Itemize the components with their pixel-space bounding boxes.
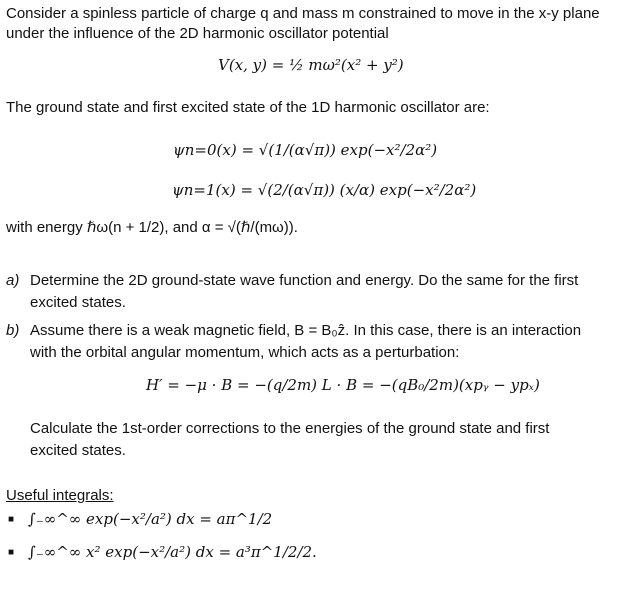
part-b-line-2: with the orbital angular momentum, which acts as a perturbation: [30, 344, 460, 361]
bullet-icon: ■ [8, 547, 15, 558]
calc-line-1: Calculate the 1st-order corrections to the energies of the ground state and first [30, 420, 550, 437]
energy-line: with energy ℏω(n + 1/2), and α = √(ℏ/(mω)). [6, 219, 298, 236]
intro-line-1: Consider a spinless particle of charge q and mass m constrained to move in the x-y plane [6, 5, 600, 22]
psi-1-equation: ψn=1(x) = √(2/(α√π)) (x/α) exp(−x²/2α²) [172, 181, 477, 199]
potential-equation: V(x, y) = ½ mω²(x² + y²) [218, 56, 404, 74]
part-a-line-2: excited states. [30, 294, 126, 311]
hamiltonian-equation: H′ = −μ · B = −(q/2m) L · B = −(qB₀/2m)(xpᵧ − ypₓ) [146, 376, 540, 394]
psi-0-equation: ψn=0(x) = √(1/(α√π)) exp(−x²/2α²) [173, 141, 438, 159]
part-a-line-1: Determine the 2D ground-state wave function and energy. Do the same for the first [30, 272, 579, 289]
bullet-icon: ■ [8, 514, 15, 525]
part-a-label: a) [6, 272, 20, 289]
integral-1: ∫₋∞^∞ exp(−x²/a²) dx = aπ^1/2 [28, 510, 273, 528]
integrals-title: Useful integrals: [6, 487, 114, 504]
part-b-label: b) [6, 322, 20, 339]
part-b [6, 320, 616, 364]
part-b-line-1: Assume there is a weak magnetic field, B = B₀ẑ. In this case, there is an interaction [30, 322, 582, 339]
ground-first-text: The ground state and first excited state of the 1D harmonic oscillator are: [6, 99, 490, 116]
integral-2: ∫₋∞^∞ x² exp(−x²/a²) dx = a³π^1/2/2. [28, 543, 317, 561]
intro-line-2: under the influence of the 2D harmonic oscillator potential [6, 25, 389, 42]
calc-block [6, 418, 616, 462]
calc-line-2: excited states. [30, 442, 126, 459]
part-a [6, 270, 616, 314]
